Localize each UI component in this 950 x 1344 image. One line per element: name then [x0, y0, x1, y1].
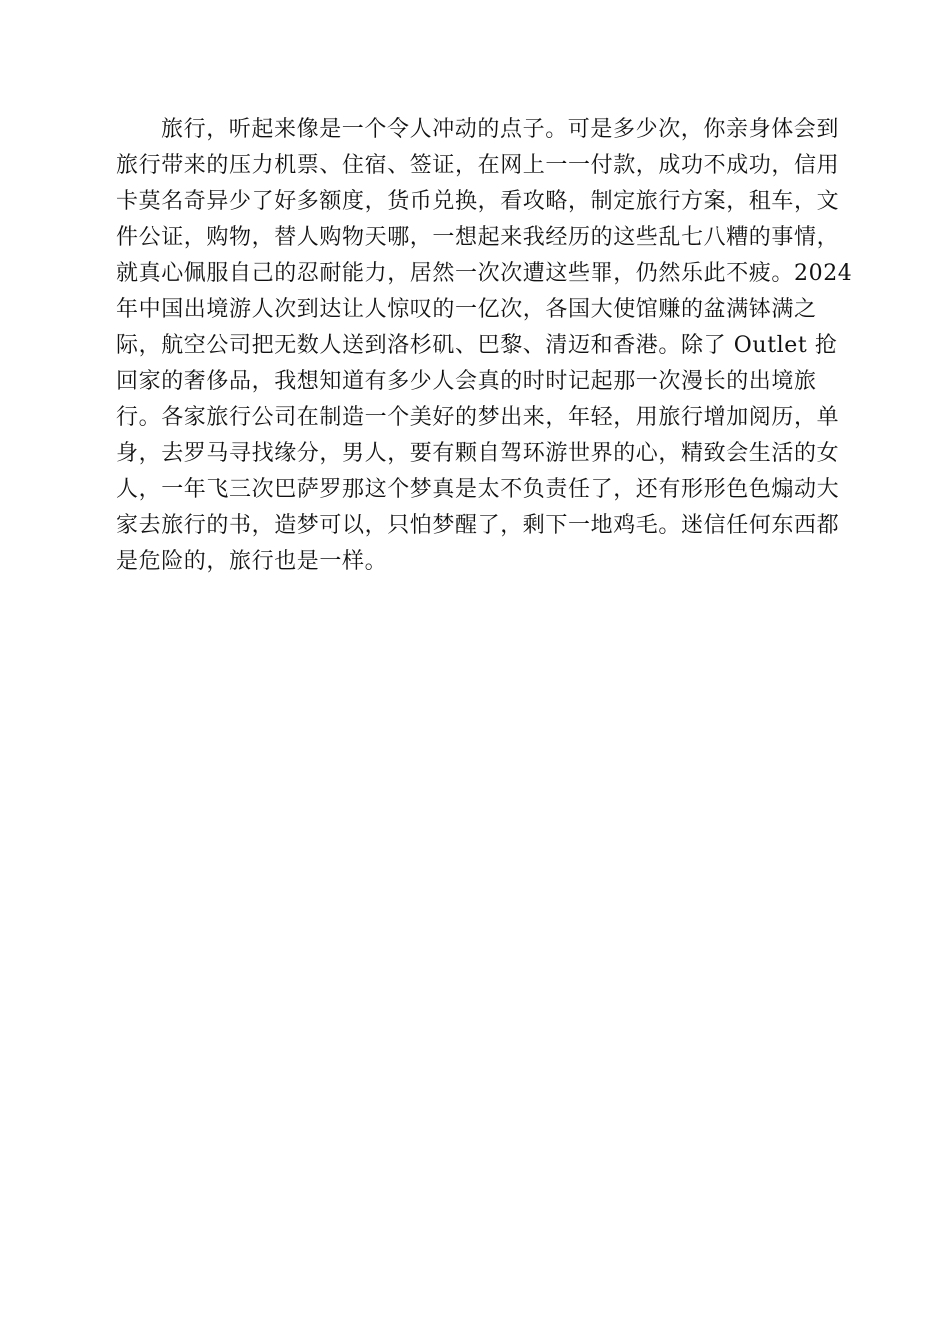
paragraph-line: 人，一年飞三次巴萨罗那这个梦真是太不负责任了，还有形形色色煽动大 — [116, 477, 840, 502]
paragraph-line: 身，去罗马寻找缘分，男人，要有颗自驾环游世界的心，精致会生活的女 — [116, 441, 840, 466]
paragraph-line: 就真心佩服自己的忍耐能力，居然一次次遭这些罪，仍然乐此不疲。2024 — [116, 261, 853, 286]
paragraph-line: 年中国出境游人次到达让人惊叹的一亿次，各国大使馆赚的盆满钵满之 — [116, 297, 817, 322]
paragraph-line: 家去旅行的书，造梦可以，只怕梦醒了，剩下一地鸡毛。迷信任何东西都 — [116, 513, 840, 538]
paragraph-line: 是危险的，旅行也是一样。 — [116, 549, 388, 574]
paragraph-line: 行。各家旅行公司在制造一个美好的梦出来，年轻，用旅行增加阅历，单 — [116, 405, 840, 430]
body-paragraph — [116, 112, 853, 580]
paragraph-line: 旅行带来的压力机票、住宿、签证，在网上一一付款，成功不成功，信用 — [116, 153, 840, 178]
paragraph-line: 卡莫名奇异少了好多额度，货币兑换，看攻略，制定旅行方案，租车，文 — [116, 189, 840, 214]
paragraph-line: 回家的奢侈品，我想知道有多少人会真的时时记起那一次漫长的出境旅 — [116, 369, 817, 394]
paragraph-line: 件公证，购物，替人购物天哪，一想起来我经历的这些乱七八糟的事情， — [116, 225, 840, 250]
paragraph-line: 际，航空公司把无数人送到洛杉矶、巴黎、清迈和香港。除了 Outlet 抢 — [116, 333, 838, 358]
paragraph-line: 旅行，听起来像是一个令人冲动的点子。可是多少次，你亲身体会到 — [161, 117, 840, 142]
